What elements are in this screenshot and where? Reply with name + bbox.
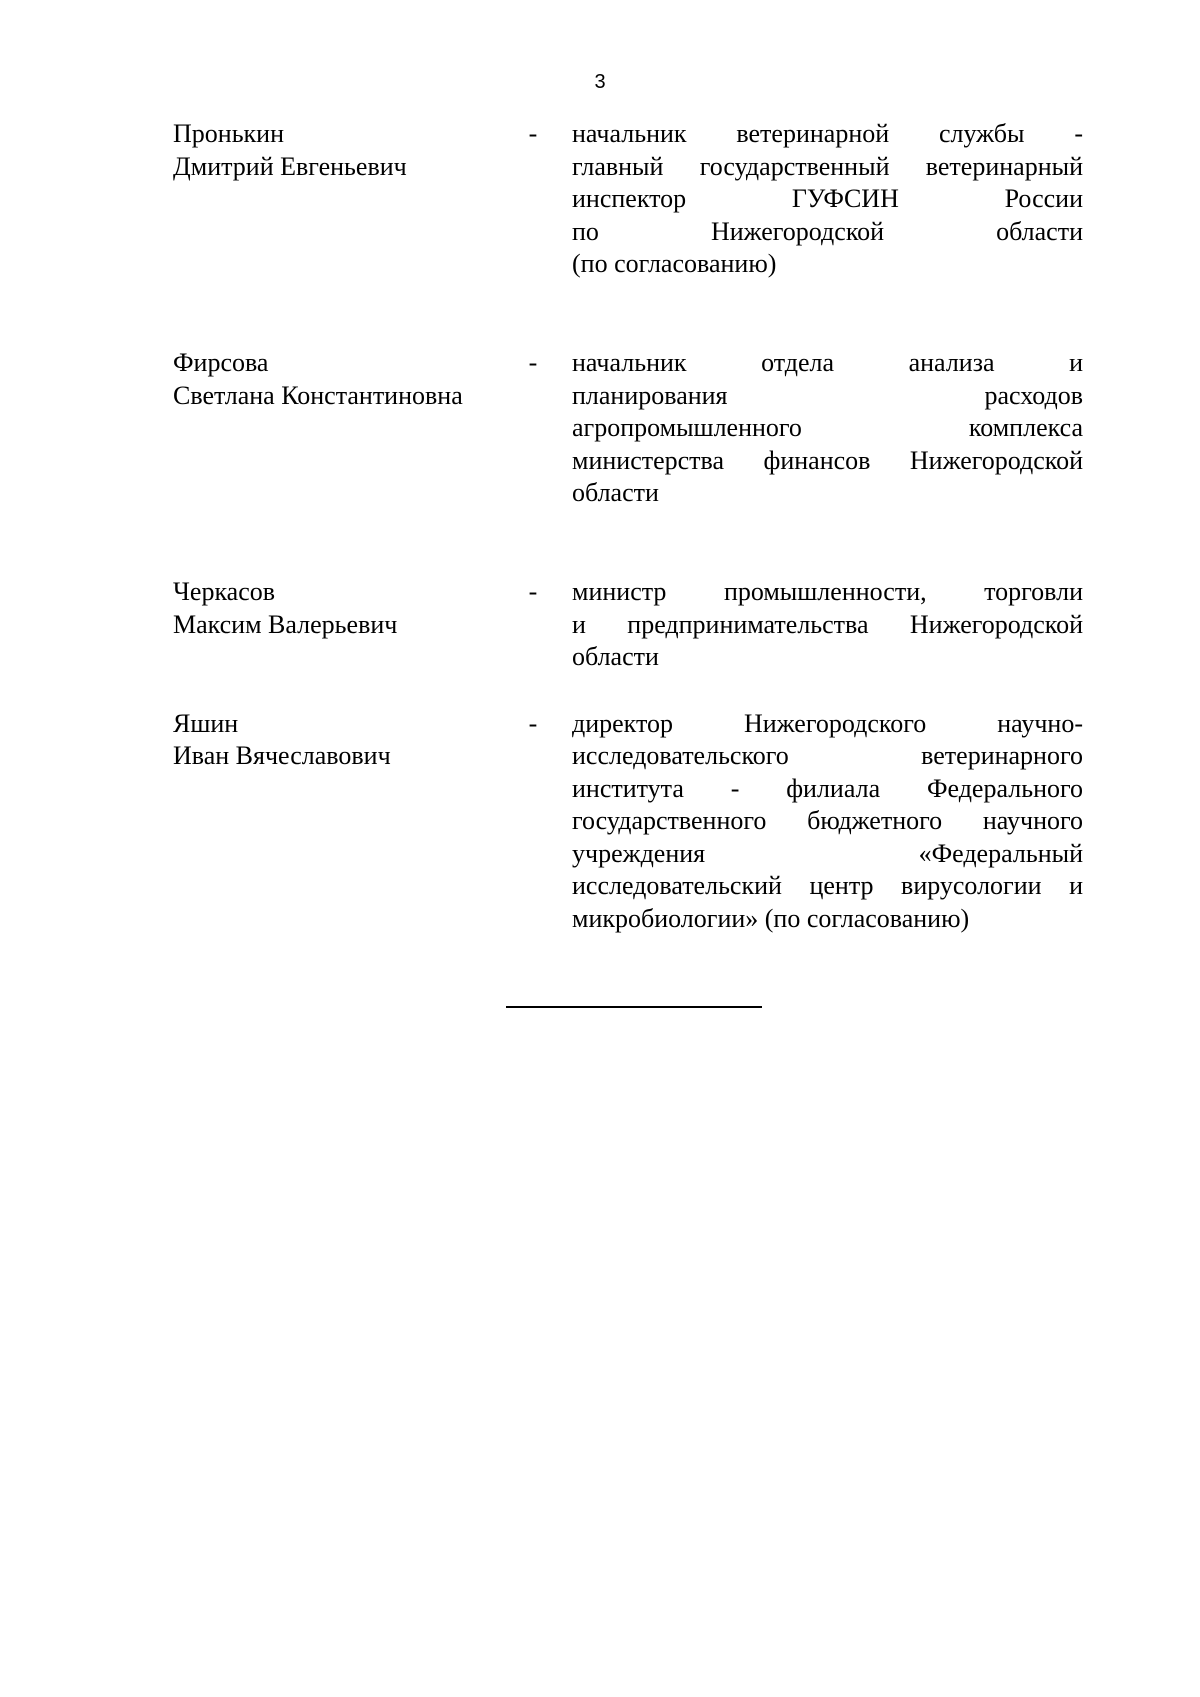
end-divider-line	[506, 1006, 762, 1008]
position-line: (по согласованию)	[572, 249, 777, 278]
member-list	[173, 118, 1083, 933]
position-line: области	[572, 478, 659, 507]
dash-separator: -	[528, 119, 538, 148]
member-surname: Пронькин	[173, 119, 285, 148]
dash-separator: -	[528, 708, 538, 738]
position-line: государственного бюджетного научного	[572, 806, 1083, 835]
dash-separator: -	[528, 348, 538, 377]
member-given-names: Максим Валерьевич	[173, 609, 398, 639]
position-line: министерства финансов Нижегородской	[572, 445, 1083, 475]
member-entry-pronkin	[173, 118, 1083, 313]
member-position	[572, 576, 1083, 674]
position-line: планирования расходов	[572, 380, 1083, 410]
position-line: института - филиала Федерального	[572, 773, 1083, 803]
member-surname: Фирсова	[173, 348, 269, 377]
position-line: начальник ветеринарной службы -	[572, 119, 1083, 148]
position-line: главный государственный ветеринарный	[572, 151, 1083, 181]
member-entry-firsova	[173, 347, 1083, 542]
dash-separator: -	[528, 577, 538, 606]
member-given-names: Иван Вячеславович	[173, 741, 391, 770]
position-line: исследовательский центр вирусологии и	[572, 871, 1083, 900]
member-surname: Яшин	[173, 708, 239, 738]
position-line: учреждения «Федеральный	[572, 838, 1083, 868]
position-line: директор Нижегородского научно-	[572, 708, 1083, 738]
member-given-names: Светлана Константиновна	[173, 380, 463, 410]
position-line: исследовательского ветеринарного	[572, 741, 1083, 770]
position-line: микробиологии» (по согласованию)	[572, 903, 970, 933]
position-line: области	[572, 642, 659, 671]
member-position	[572, 118, 1083, 281]
position-line: агропромышленного комплекса	[572, 413, 1083, 442]
member-entry-cherkasov	[173, 576, 1083, 674]
member-position	[572, 347, 1083, 510]
position-line: начальник отдела анализа и	[572, 348, 1083, 377]
member-position	[572, 708, 1083, 936]
position-line: министр промышленности, торговли	[572, 577, 1083, 606]
member-surname: Черкасов	[173, 577, 276, 606]
member-given-names: Дмитрий Евгеньевич	[173, 151, 407, 181]
member-name	[173, 708, 503, 773]
member-name	[173, 576, 503, 641]
member-name	[173, 347, 503, 412]
page-number: 3	[594, 71, 606, 93]
position-line: и предпринимательства Нижегородской	[572, 609, 1083, 639]
position-line: инспектор ГУФСИН России	[572, 184, 1083, 213]
position-line: по Нижегородской области	[572, 216, 1083, 246]
member-entry-yashin	[173, 708, 1083, 933]
member-name	[173, 118, 503, 183]
